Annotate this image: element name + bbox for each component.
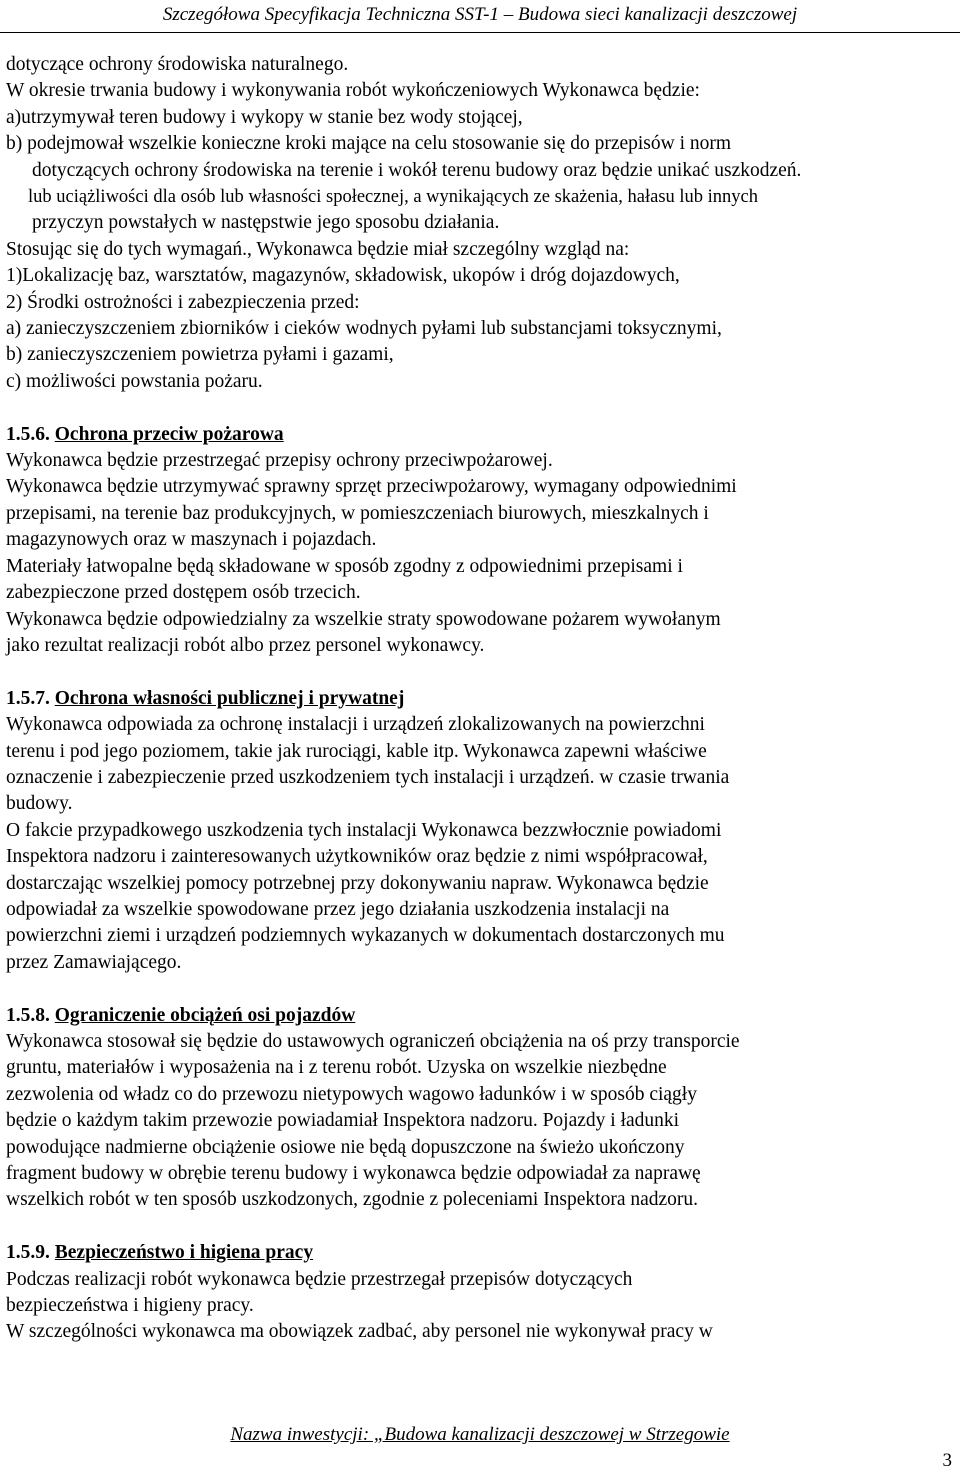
section-number: 1.5.8. [6,1004,50,1026]
section-heading [6,422,956,448]
text-line: Wykonawca będzie przestrzegać przepisy ochrony przeciwpożarowej. [6,450,553,472]
list-item: a) zanieczyszczeniem zbiorników i cieków wodnych pyłami lub substancjami toksycznymi, [6,318,722,340]
section-heading [6,1003,956,1029]
text-line: bezpieczeństwa i higieny pracy. [6,1295,254,1317]
text-line: będzie o każdym takim przewozie powiadamiał Inspektora nadzoru. Pojazdy i ładunki [6,1110,680,1132]
text-line: przepisami, na terenie baz produkcyjnych, w pomieszczeniach biurowych, mieszkalnych i [6,502,709,524]
text-line: budowy. [6,793,73,815]
text-line: fragment budowy w obrębie terenu budowy i wykonawca będzie odpowiadał za naprawę [6,1163,701,1185]
page-number: 3 [942,1450,952,1471]
text-line: powierzchni ziemi i urządzeń podziemnych wykazanych w dokumentach dostarczonych mu [6,925,725,947]
text-line: Wykonawca będzie utrzymywać sprawny sprzęt przeciwpożarowy, wymagany odpowiednimi [6,476,737,498]
section-number: 1.5.9. [6,1242,50,1264]
section-number: 1.5.6. [6,423,50,445]
spacer [6,1214,956,1240]
list-item: a)utrzymywał teren budowy i wykopy w stanie bez wody stojącej, [6,106,523,128]
spacer [6,976,956,1002]
text-line: O fakcie przypadkowego uszkodzenia tych instalacji Wykonawca bezzwłocznie powiadomi [6,819,722,841]
text-line: gruntu, materiałów i wyposażenia na i z terenu robót. Uzyska on wszelkie niezbędne [6,1057,667,1079]
list-item: c) możliwości powstania pożaru. [6,370,263,392]
text-line: lub uciążliwości dla osób lub własności społecznej, a wynikających ze skażenia, hałasu lub innych [28,187,759,208]
text-line: oznaczenie i zabezpieczenie przed uszkodzeniem tych instalacji i urządzeń. w czasie trwania [6,766,730,788]
spacer [6,659,956,685]
text-line: powodujące nadmierne obciążenie osiowe nie będą dopuszczone na świeżo ukończony [6,1136,685,1158]
text-line: dostarczając wszelkiej pomocy potrzebnej przy dokonywaniu napraw. Wykonawca będzie [6,872,709,894]
text-line: przyczyn powstałych w następstwie jego sposobu działania. [32,212,500,234]
section-title: Ograniczenie obciążeń osi pojazdów [54,1004,356,1026]
list-item: 1)Lokalizację baz, warsztatów, magazynów, składowisk, ukopów i dróg dojazdowych, [6,265,680,287]
text-line: Wykonawca odpowiada za ochronę instalacji i urządzeń zlokalizowanych na powierzchni [6,714,705,736]
body-text [6,52,956,1346]
text-line: Inspektora nadzoru i zainteresowanych użytkowników oraz będzie z nimi współpracował, [6,846,708,868]
text-line: W okresie trwania budowy i wykonywania robót wykończeniowych Wykonawca będzie: [6,80,700,102]
text-line: Stosując się do tych wymagań., Wykonawca będzie miał szczególny wzgląd na: [6,238,630,260]
text-line: zabezpieczone przed dostępem osób trzecich. [6,582,361,604]
text-line: magazynowych oraz w maszynach i pojazdach. [6,529,377,551]
text-line: Wykonawca będzie odpowiedzialny za wszelkie straty spowodowane pożarem wywołanym [6,608,721,630]
text-line: Materiały łatwopalne będą składowane w sposób zgodny z odpowiednimi przepisami i [6,555,683,577]
list-item: b) podejmował wszelkie konieczne kroki mające na celu stosowanie się do przepisów i norm [6,133,732,155]
text-line: W szczególności wykonawca ma obowiązek zadbać, aby personel nie wykonywał pracy w [6,1321,713,1343]
list-item: 2) Środki ostrożności i zabezpieczenia przed: [6,291,360,313]
text-line: przez Zamawiającego. [6,951,182,973]
spacer [6,395,956,421]
text-line: odpowiadał za wszelkie spowodowane przez jego działania uszkodzenia instalacji na [6,898,670,920]
text-line: dotyczące ochrony środowiska naturalnego. [6,54,349,75]
text-line: jako rezultat realizacji robót albo przez personel wykonawcy. [6,634,485,656]
text-line: Wykonawca stosował się będzie do ustawowych ograniczeń obciążenia na oś przy transporcie [6,1030,740,1052]
text-line: terenu i pod jego poziomem, takie jak rurociągi, kable itp. Wykonawca zapewni właściwe [6,740,707,762]
section-number: 1.5.7. [6,687,50,709]
section-title: Ochrona przeciw pożarowa [54,423,284,445]
section-heading [6,686,956,712]
list-item: b) zanieczyszczeniem powietrza pyłami i gazami, [6,344,394,366]
text-line: Podczas realizacji robót wykonawca będzie przestrzegał przepisów dotyczących [6,1268,633,1290]
header-rule [0,32,960,33]
footer-investment-name: Nazwa inwestycji: „Budowa kanalizacji deszczowej w Strzegowie [230,1424,730,1445]
text-line: wszelkich robót w ten sposób uszkodzonych, zgodnie z poleceniami Inspektora nadzoru. [6,1189,699,1211]
section-heading [6,1240,956,1266]
text-line: zezwolenia od władz co do przewozu nietypowych wagowo ładunków i w sposób ciągły [6,1083,697,1105]
text-line: dotyczących ochrony środowiska na terenie i wokół terenu budowy oraz będzie unikać uszkodzeń. [32,159,802,181]
section-title: Bezpieczeństwo i higiena pracy [54,1242,314,1264]
running-header: Szczegółowa Specyfikacja Techniczna SST-1 – Budowa sieci kanalizacji deszczowej [162,4,798,25]
section-title: Ochrona własności publicznej i prywatnej [54,687,405,709]
